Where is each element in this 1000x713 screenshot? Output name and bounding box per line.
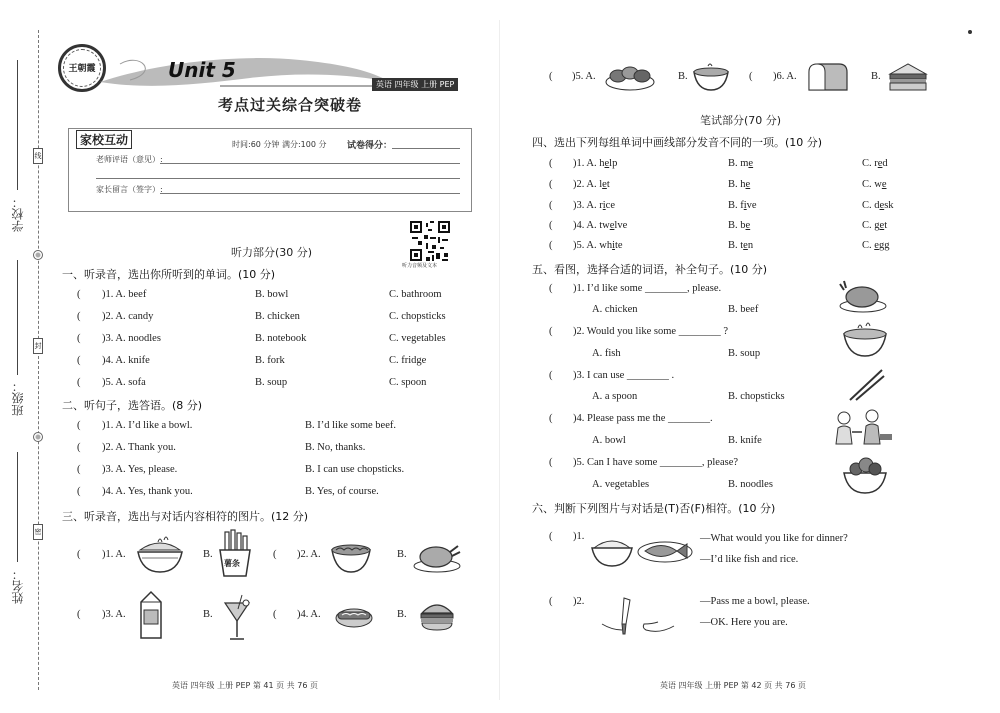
question-option-a: )3. A. noodles <box>102 333 161 344</box>
fill-blank-option-a: A. bowl <box>592 435 626 446</box>
qr-caption: 听力音频及文本 <box>402 263 438 269</box>
roast-chicken-icon[interactable] <box>412 538 462 574</box>
hamburger-icon[interactable] <box>419 597 455 633</box>
fish-plate-icon <box>637 536 693 564</box>
question-option-c: C. chopsticks <box>389 311 446 322</box>
phonics-option-b: B. be <box>728 220 751 231</box>
picture-question-5: )5. A. <box>572 71 596 82</box>
phonics-option-a: )3. A. rice <box>573 200 615 211</box>
fill-blank-option-b: B. beef <box>728 304 759 315</box>
parent-comment-field[interactable] <box>160 193 460 194</box>
question-option-b: B. No, thanks. <box>305 442 366 453</box>
rice-bowl-icon[interactable] <box>136 532 184 576</box>
roast-chicken-icon <box>838 278 888 314</box>
question-option-a: )2. A. candy <box>102 311 154 322</box>
teacher-comment-label: 老师评语（意见）: <box>96 155 163 164</box>
teacher-comment-field-2[interactable] <box>96 178 460 179</box>
fill-blank-option-a: A. a spoon <box>592 391 638 402</box>
knife-handoff-icon <box>598 594 678 638</box>
answer-paren[interactable]: ( <box>77 333 81 344</box>
picture-question-1: )1. A. <box>102 549 126 560</box>
answer-paren[interactable]: ( <box>77 289 81 300</box>
question-option-a: )3. A. Yes, please. <box>102 464 178 475</box>
phonics-option-c: C. egg <box>862 240 890 251</box>
bread-loaf-icon[interactable] <box>805 60 849 94</box>
answer-paren[interactable]: ( <box>549 179 553 190</box>
school-field[interactable] <box>17 60 18 190</box>
vegetable-bowl-icon <box>842 455 888 495</box>
question-option-b: B. soup <box>255 377 288 388</box>
answer-paren[interactable]: ( <box>77 420 81 431</box>
class-field[interactable] <box>17 260 18 375</box>
fill-blank-option-b: B. noodles <box>728 479 773 490</box>
dialogue-line-2: —OK. Here you are. <box>700 617 788 628</box>
answer-paren[interactable]: ( <box>749 71 753 82</box>
chopsticks-icon <box>846 366 886 402</box>
phonics-option-c: C. red <box>862 158 888 169</box>
phonics-option-a: )2. A. let <box>573 179 610 190</box>
binding-hole <box>33 250 43 260</box>
question-option-a: )2. A. Thank you. <box>102 442 176 453</box>
publisher-logo <box>58 44 106 92</box>
seal-tag-bottom: 密 <box>33 524 43 540</box>
question-option-c: C. spoon <box>389 377 427 388</box>
fill-blank-option-a: A. chicken <box>592 304 638 315</box>
header-swoosh-decoration <box>100 52 390 92</box>
answer-paren[interactable]: ( <box>77 442 81 453</box>
score-label: 试卷得分： <box>347 141 393 151</box>
option-b-label: B. <box>203 549 213 560</box>
question-option-a: )1. A. I’d like a bowl. <box>102 420 193 431</box>
answer-paren[interactable]: ( <box>549 240 553 251</box>
answer-paren[interactable]: ( <box>77 464 81 475</box>
fill-blank-question: )3. I can use ________ . <box>573 370 675 381</box>
paper-title: 考点过关综合突破卷 <box>218 96 363 114</box>
binding-margin <box>0 0 48 713</box>
dumplings-plate-icon[interactable] <box>604 60 656 92</box>
fill-blank-option-a: A. fish <box>592 348 621 359</box>
question-option-a: )4. A. knife <box>102 355 150 366</box>
picture-question-6: )6. A. <box>773 71 797 82</box>
question-option-a: )4. A. Yes, thank you. <box>102 486 193 497</box>
qr-code[interactable] <box>410 221 450 261</box>
question-option-b: B. chicken <box>255 311 300 322</box>
judge-question-1: )1. <box>573 531 585 542</box>
answer-paren[interactable]: ( <box>549 531 553 542</box>
answer-paren[interactable]: ( <box>77 486 81 497</box>
answer-paren[interactable]: ( <box>549 457 553 468</box>
question-option-b: B. bowl <box>255 289 289 300</box>
question-option-c: C. fridge <box>389 355 427 366</box>
question-option-a: )1. A. beef <box>102 289 147 300</box>
answer-paren[interactable]: ( <box>549 283 553 294</box>
teacher-comment-field[interactable] <box>160 163 460 164</box>
judge-question-2: )2. <box>573 596 585 607</box>
question-option-a: )5. A. sofa <box>102 377 146 388</box>
noodle-bowl-icon[interactable] <box>330 538 372 576</box>
name-field[interactable] <box>17 452 18 562</box>
option-b-label: B. <box>871 71 881 82</box>
answer-paren[interactable]: ( <box>549 596 553 607</box>
logo-text: 王朝霞 <box>68 64 96 74</box>
writing-part-title: 笔试部分(70 分) <box>700 114 782 127</box>
answer-paren[interactable]: ( <box>549 200 553 211</box>
phonics-option-c: C. we <box>862 179 887 190</box>
footer-right: 英语 四年级 上册 PEP 第 42 页 共 76 页 <box>660 681 806 690</box>
name-label: 姓名： <box>11 568 25 604</box>
juice-glass-icon[interactable] <box>222 593 252 643</box>
phonics-option-c: C. desk <box>862 200 894 211</box>
cooking-people-icon <box>830 408 892 448</box>
unit-title: Unit 5 <box>168 58 236 82</box>
question-option-c: C. bathroom <box>389 289 442 300</box>
scan-dot <box>968 30 972 34</box>
time-score-info: 时间:60 分钟 满分:100 分 <box>232 140 327 149</box>
rice-bowl-icon <box>590 532 634 568</box>
subject-tag: 英语 四年级 上册 PEP <box>372 78 458 91</box>
school-label: 学校： <box>11 196 25 232</box>
seal-tag-mid: 封 <box>33 338 43 354</box>
fill-blank-option-b: B. soup <box>728 348 761 359</box>
soup-bowl-icon <box>842 320 888 358</box>
fill-blank-question: )2. Would you like some ________ ? <box>573 326 728 337</box>
answer-paren[interactable]: ( <box>273 609 277 620</box>
binding-hole <box>33 432 43 442</box>
section-1-title: 一、听录音，选出你所听到的单词。(10 分) <box>62 268 276 281</box>
answer-paren[interactable]: ( <box>77 609 81 620</box>
section-2-title: 二、听句子，选答语。(8 分) <box>62 399 203 412</box>
fill-blank-option-a: A. vegetables <box>592 479 650 490</box>
fill-blank-question: )4. Please pass me the ________. <box>573 413 713 424</box>
class-label: 班级： <box>11 380 25 416</box>
section-4-title: 四、选出下列每组单词中画线部分发音不同的一项。(10 分) <box>532 136 823 149</box>
dialogue-line-1: —What would you like for dinner? <box>700 533 848 544</box>
option-b-label: B. <box>397 549 407 560</box>
phonics-option-b: B. me <box>728 158 754 169</box>
option-b-label: B. <box>203 609 213 620</box>
dialogue-line-1: —Pass me a bowl, please. <box>700 596 810 607</box>
answer-paren[interactable]: ( <box>549 158 553 169</box>
page-fold <box>499 20 500 700</box>
question-option-b: B. I can use chopsticks. <box>305 464 405 475</box>
phonics-option-b: B. he <box>728 179 751 190</box>
fill-blank-option-b: B. chopsticks <box>728 391 785 402</box>
phonics-option-b: B. five <box>728 200 757 211</box>
sandwich-icon[interactable] <box>886 60 930 94</box>
soup-bowl-icon[interactable] <box>692 62 730 92</box>
question-option-b: B. Yes, of course. <box>305 486 379 497</box>
phonics-option-b: B. ten <box>728 240 754 251</box>
home-school-tag: 家校互动 <box>76 130 132 149</box>
section-5-title: 五、看图，选择合适的词语，补全句子。(10 分) <box>532 263 768 276</box>
answer-paren[interactable]: ( <box>77 355 81 366</box>
fries-label: 薯条 <box>224 559 240 568</box>
phonics-option-a: )1. A. help <box>573 158 618 169</box>
answer-paren[interactable]: ( <box>77 311 81 322</box>
answer-paren[interactable]: ( <box>273 549 277 560</box>
answer-paren[interactable]: ( <box>549 370 553 381</box>
answer-paren[interactable]: ( <box>549 220 553 231</box>
french-fries-icon[interactable] <box>216 528 254 578</box>
answer-paren[interactable]: ( <box>77 377 81 388</box>
answer-paren[interactable]: ( <box>77 549 81 560</box>
milk-carton-icon[interactable] <box>136 590 166 640</box>
question-option-c: C. vegetables <box>389 333 446 344</box>
picture-question-4: )4. A. <box>297 609 321 620</box>
question-option-b: B. notebook <box>255 333 307 344</box>
fill-blank-question: )5. Can I have some ________, please? <box>573 457 739 468</box>
footer-left: 英语 四年级 上册 PEP 第 41 页 共 76 页 <box>172 681 318 690</box>
question-option-b: B. fork <box>255 355 285 366</box>
score-field[interactable] <box>392 148 460 149</box>
phonics-option-a: )4. A. twelve <box>573 220 628 231</box>
cut-line <box>38 30 39 690</box>
listening-part-title: 听力部分(30 分) <box>231 246 313 259</box>
answer-paren[interactable]: ( <box>549 71 553 82</box>
answer-paren[interactable]: ( <box>549 413 553 424</box>
phonics-option-c: C. get <box>862 220 888 231</box>
section-6-title: 六、判断下列图片与对话是(T)否(F)相符。(10 分) <box>532 502 776 515</box>
option-b-label: B. <box>678 71 688 82</box>
option-b-label: B. <box>397 609 407 620</box>
fill-blank-question: )1. I’d like some ________, please. <box>573 283 722 294</box>
fill-blank-option-b: B. knife <box>728 435 762 446</box>
answer-paren[interactable]: ( <box>549 326 553 337</box>
parent-comment-label: 家长留言（签字）: <box>96 185 163 194</box>
question-option-b: B. I’d like some beef. <box>305 420 396 431</box>
seal-tag-top: 线 <box>33 148 43 164</box>
section-3-title: 三、听录音，选出与对话内容相符的图片。(12 分) <box>62 510 309 523</box>
phonics-option-a: )5. A. white <box>573 240 623 251</box>
dialogue-line-2: —I’d like fish and rice. <box>700 554 799 565</box>
picture-question-2: )2. A. <box>297 549 321 560</box>
picture-question-3: )3. A. <box>102 609 126 620</box>
hot-dog-icon[interactable] <box>334 598 374 632</box>
